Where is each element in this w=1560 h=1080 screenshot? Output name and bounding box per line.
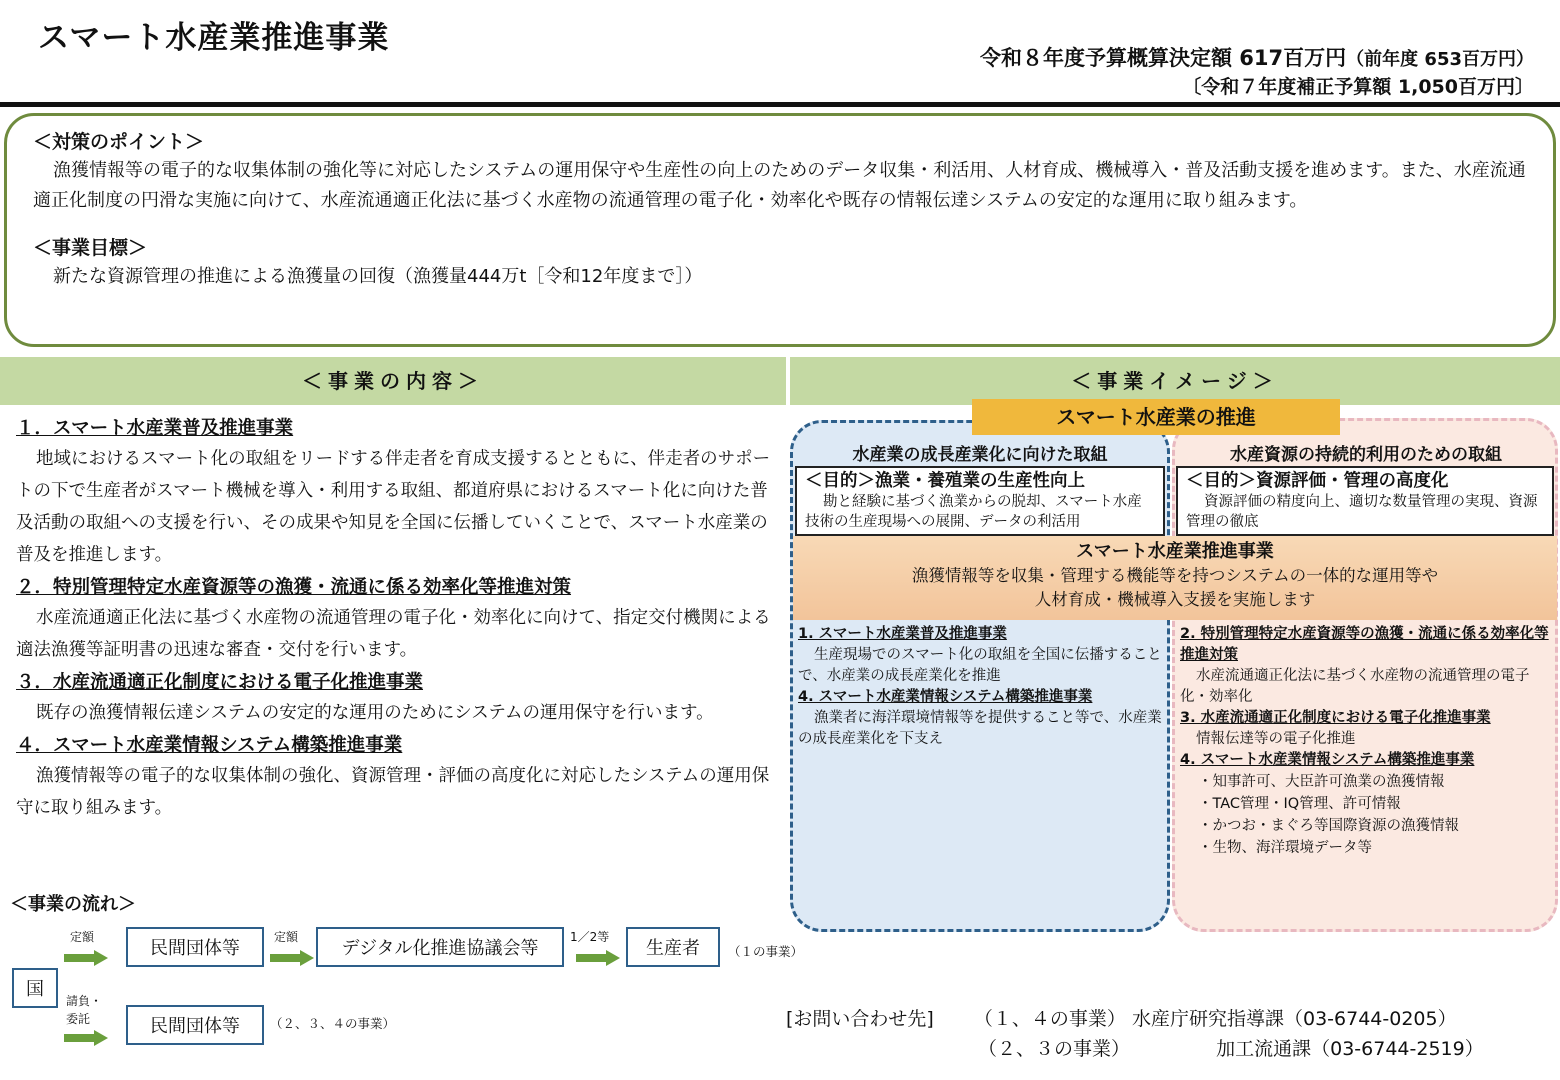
right-project-desc-1: 水産流通適正化法に基づく水産物の流通管理の電子化・効率化 [1180,668,1530,705]
content-heading-4: ４．スマート水産業情報システム構築推進事業 [16,735,403,756]
content-body-4: 漁獲情報等の電子的な収集体制の強化、資源管理・評価の高度化に対応したシステムの運用保守に取り組みます。 [16,766,770,818]
flow-org-box-2 [316,927,564,967]
left-column-heading: 水産業の成長産業化に向けた取組 [852,445,1108,465]
right-project-heading-3: 4. スマート水産業情報システム構築推進事業 [1180,752,1475,768]
flow-arrow-4 [64,1030,108,1046]
image-section-heading: ＜事業イメージ＞ [790,357,1560,405]
left-project-desc-2: 漁業者に海洋環境情報等を提供すること等で、水産業の成長産業化を下支え [798,710,1162,747]
contact-line-1 [786,1004,1484,1034]
middle-line-1: 漁獲情報等を収集・管理する機能等を持つシステムの一体的な運用等や [911,566,1439,585]
content-section-heading: ＜事業の内容＞ [0,357,786,405]
right-goal-box [1176,466,1554,536]
contact-line-2 [786,1034,1484,1064]
flow-label-teigaku-2: 定額 [274,930,299,944]
right-goal-title: ＜目的＞資源評価・管理の高度化 [1186,471,1449,491]
left-project-desc-1: 生産現場でのスマート化の取組を全国に伝播することで、水産業の成長産業化を推進 [798,647,1162,684]
flow-org-box-1 [126,927,264,967]
contact-info [786,1004,1484,1064]
contact-dept-1: 水産庁研究指導課（03-6744-0205） [1131,1008,1457,1030]
flow-org-4: 民間団体等 [150,1016,240,1037]
flow-arrow-2 [270,950,314,966]
flow-label-ukeoi: 請負・委託 [66,994,103,1026]
right-project-heading-1: 2. 特別管理特定水産資源等の漁獲・流通に係る効率化等推進対策 [1180,626,1549,663]
left-projects [798,624,1164,750]
left-project-heading-1: 1. スマート水産業普及推進事業 [798,626,1007,642]
right-goal-desc: 資源評価の精度向上、適切な数量管理の実現、資源管理の徹底 [1186,494,1538,530]
flow-arrow-3 [576,950,620,966]
flow-root-label: 国 [26,979,44,1000]
flow-title: ＜事業の流れ＞ [10,894,136,915]
right-column-heading: 水産資源の持続的利用のための取組 [1230,445,1502,465]
flow-org-3: 生産者 [646,938,700,959]
budget-main-line [980,42,1534,72]
points-body: 漁獲情報等の電子的な収集体制の強化等に対応したシステムの運用保守や生産性の向上のためのデータ収集・利活用、人材育成、機械導入・普及活動支援を進めます。また、水産流通適正化制度の円滑な実施に向けて、水産流通適正化法に基づく水産物の流通管理の電子化・効率化や既存の情報伝達システムの安定的な運用に取り組みます。 [33,160,1526,211]
flow-arrow-1 [64,950,108,966]
policy-points-box [4,113,1556,347]
left-project-heading-2: 4. スマート水産業情報システム構築推進事業 [798,689,1093,705]
flow-org-1: 民間団体等 [150,938,240,959]
left-goal-title: ＜目的＞漁業・養殖業の生産性向上 [805,471,1085,491]
contact-dept-2: 加工流通課（03-6744-2519） [1216,1038,1484,1060]
smart-fisheries-project-band [793,536,1557,620]
content-heading-3: ３．水産流通適正化制度における電子化推進事業 [16,672,424,693]
flow-org-box-3 [626,927,720,967]
left-goal-box [795,466,1165,536]
goal-body: 新たな資源管理の推進による漁獲量の回復（漁獲量444万t［令和12年度まで］） [53,266,703,287]
content-heading-2: ２．特別管理特定水産資源等の漁獲・流通に係る効率化等推進対策 [16,577,572,598]
contact-scope-2: （２、３の事業） [978,1038,1131,1060]
content-body-3: 既存の漁獲情報伝達システムの安定的な運用のためにシステムの運用保守を行います。 [36,703,714,723]
points-heading: ＜対策のポイント＞ [33,131,205,153]
flow-root-box [12,968,58,1008]
contact-label: [お問い合わせ先] [786,1008,934,1030]
content-heading-1: １．スマート水産業普及推進事業 [16,418,294,439]
goal-heading: ＜事業目標＞ [33,237,148,259]
flow-label-teigaku-1: 定額 [70,930,95,944]
budget-prev: （前年度 653百万円） [1346,49,1534,70]
flow-org-box-4 [126,1005,264,1045]
budget-main: 令和８年度予算概算決定額 617百万円 [980,46,1347,70]
flow-note-2: （２、３、４の事業） [270,1016,396,1031]
page-title: スマート水産業推進事業 [38,20,390,56]
content-body-2: 水産流通適正化法に基づく水産物の流通管理の電子化・効率化に向けて、指定交付機関による適法漁獲等証明書の迅速な審査・交付を行います。 [16,608,771,660]
right-project-item-1: ・知事許可、大臣許可漁業の漁獲情報 [1198,774,1445,790]
middle-line-2: 人材育成・機械導入支援を実施します [1034,590,1316,609]
right-project-item-3: ・かつお・まぐろ等国際資源の漁獲情報 [1198,818,1459,834]
middle-title: スマート水産業推進事業 [1076,541,1274,562]
right-projects [1180,624,1552,859]
flow-note-1: （１の事業） [728,944,804,959]
content-body-1: 地域におけるスマート化の取組をリードする伴走者を育成支援するとともに、伴走者のサポートの下で生産者がスマート機械を導入・利用する取組、都道府県におけるスマート化に向けた普及活動の取組への支援を行い、その成果や知見を全国に伝播していくことで、スマート水産業の普及を推進します。 [16,449,771,565]
budget-supplementary: 〔令和７年度補正予算額 1,050百万円〕 [1182,76,1534,98]
header-divider [0,102,1560,107]
right-project-desc-2: 情報伝達等の電子化推進 [1196,731,1356,747]
right-project-item-2: ・TAC管理・IQ管理、許可情報 [1198,796,1401,812]
business-content [16,414,776,826]
contact-scope-1: （１、４の事業） [973,1008,1126,1030]
promotion-label: スマート水産業の推進 [972,399,1340,435]
right-project-item-4: ・生物、海洋環境データ等 [1198,840,1372,856]
flow-label-half: 1／2等 [570,930,610,944]
right-project-heading-2: 3. 水産流通適正化制度における電子化推進事業 [1180,710,1491,726]
left-goal-desc: 勘と経験に基づく漁業からの脱却、スマート水産技術の生産現場への展開、データの利活用 [805,494,1142,530]
flow-org-2: デジタル化推進協議会等 [341,938,539,959]
